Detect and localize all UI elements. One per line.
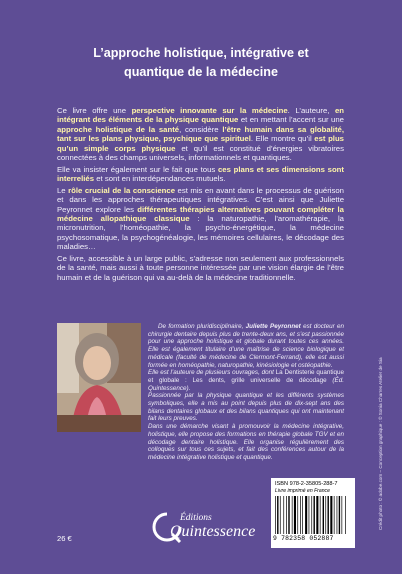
highlighted-text: ces plans et ses dimensions sont interreliés <box>57 164 344 184</box>
bio-paragraph-4: Dans une démarche visant à promouvoir la médecine intégrative, holistique, elle propose des formations en thérapie globale TGV et en décodage dentaire holistique. Elle organise régulièrement des colloques sur tous ces sujets, et fait des conférences autour de la médecine intégrative holistique et quantique. <box>148 423 344 461</box>
highlighted-text: est plus qu’un simple corps physique <box>57 134 344 153</box>
blurb-text: est mis en avant dans le processus de guérison et dans les approches thérapeutiques intégratives. C’est ainsi que Juliette Peyronnet explore les <box>57 185 344 214</box>
barcode-bar <box>277 496 278 534</box>
book-title <box>40 44 362 82</box>
barcode-bar <box>292 496 293 534</box>
blurb-text: et sont en interdépendances mutuels. <box>94 174 226 184</box>
book-reference: La Dentisterie quantique et globale : Les dents, grille universelle de décodage <box>148 369 345 384</box>
barcode-panel <box>271 478 355 548</box>
blurb-text: . Elle montre qu’il <box>250 134 315 144</box>
author-biography <box>148 323 344 462</box>
publisher-logo <box>150 507 256 545</box>
blurb-text: et qu’il est constitué d’énergies vibratoires connectées à des champs universels, informationnels et quantiques. <box>57 143 344 163</box>
bio-text: Elle est l’auteure de plusieurs ouvrages, dont <box>148 369 276 377</box>
bio-paragraph-3: Passionnée par la physique quantique et les différents systèmes symboliques, elle a mis au point depuis plus de dix-sept ans des bilans dentaires globaux et des bilans quantiques qui ont maintenant fait leurs preuves. <box>148 392 344 423</box>
barcode-bar <box>302 496 303 534</box>
printed-in: Livre imprimé en France <box>275 488 330 494</box>
bio-text: De formation pluridisciplinaire, <box>158 323 246 330</box>
title-line-1: L’approche holistique, intégrative et <box>93 46 309 60</box>
author-name: Juliette Peyronnet <box>245 323 301 330</box>
barcode-bar <box>339 496 340 534</box>
barcode-bar <box>342 496 343 534</box>
blurb-text: Ce livre offre une <box>57 106 132 115</box>
blurb-paragraph-4: Ce livre, accessible à un large public, s’adresse non seulement aux professionnels de la santé, mais aussi à toute personne intéressée par une vision élargie de l’être humain et de la guérison qui va au-delà de la médecine traditionnelle. <box>57 253 344 282</box>
barcode-bar <box>311 496 312 534</box>
publisher-name: Quintessence <box>170 523 256 540</box>
bio-text: est docteur en chirurgie dentaire depuis plus de trente-deux ans, et s’est passionnée pour une approche holistique et globale durant toutes ces années. Elle est également titulaire d’une maîtrise de science biologique et médicale (faculté de médecine de Clermont-Ferrand), elle est aussi formée en homéopathie, naturopathie, kinésiologie et ostéopathie. <box>148 323 345 369</box>
barcode-bar <box>286 496 287 534</box>
barcode-bar <box>325 496 326 534</box>
barcode-bar <box>330 496 332 534</box>
blurb-text: et en mettant l’accent sur une <box>238 115 344 125</box>
highlighted-text: approche holistique de la santé <box>57 124 180 134</box>
isbn: ISBN 978-2-35805-288-7 <box>275 481 338 487</box>
blurb-paragraph-2 <box>57 165 344 184</box>
author-photo <box>57 323 141 432</box>
highlighted-text: rôle crucial de la conscience <box>68 185 176 195</box>
highlighted-text: en intégrant des éléments de la physique quantique <box>57 106 344 125</box>
barcode-bar <box>314 496 315 534</box>
bio-paragraph-1 <box>148 323 344 369</box>
blurb-text: Le <box>57 185 69 195</box>
blurb-paragraph-3 <box>57 186 344 252</box>
barcode-bar <box>328 496 329 534</box>
barcode-bar <box>283 496 284 534</box>
photo-credit: Crédit photo : © adobe.com – Conception graphique : © Sonia Charres Atelier de Sia <box>378 357 383 530</box>
blurb-text: : la naturopathie, l’aromathérapie, la micronutrition, l’homéopathie, la psycho-énergétique, la médecine psychosomatique, la psychogénéalogie, les mémoires cellulaires, le décodage des maladies… <box>57 213 344 252</box>
barcode-bar <box>275 496 276 534</box>
barcode-icon <box>275 496 351 536</box>
barcode-digits: 9 782358 052887 <box>273 535 334 542</box>
barcode-bar <box>288 496 289 534</box>
blurb-text: Elle va insister également sur le fait que tous <box>57 164 218 174</box>
barcode-bar <box>323 496 324 534</box>
blurb-text: , considère <box>179 124 223 134</box>
title-line-2: quantique de la médecine <box>124 65 278 79</box>
highlighted-text: l’être humain dans sa globalité, tant sur les plans physique, psychique que spirituel <box>57 124 344 144</box>
highlighted-text: différentes thérapies alternatives pouvant compléter la médecine allopathique classique <box>57 204 344 223</box>
barcode-bar <box>297 496 298 534</box>
price: 26 € <box>57 534 72 543</box>
blurb <box>57 106 344 284</box>
bio-paragraph-2 <box>148 369 344 392</box>
bio-text: (Éd. Quintessence). <box>148 376 344 392</box>
barcode-bar <box>345 496 346 534</box>
barcode-bar <box>305 496 307 534</box>
barcode-bar <box>294 496 296 534</box>
highlighted-text: perspective innovante sur la médecine <box>131 106 288 115</box>
barcode-bar <box>320 496 321 534</box>
barcode-bar <box>334 496 335 534</box>
barcode-bar <box>300 496 301 534</box>
blurb-paragraph-1 <box>57 106 344 163</box>
publisher-editions: Éditions <box>180 513 212 523</box>
barcode-bar <box>316 496 318 534</box>
barcode-bar <box>309 496 310 534</box>
barcode-bar <box>337 496 338 534</box>
author-portrait-illustration <box>57 323 141 432</box>
barcode-bar <box>280 496 281 534</box>
blurb-text: . L’auteure, <box>287 106 335 115</box>
